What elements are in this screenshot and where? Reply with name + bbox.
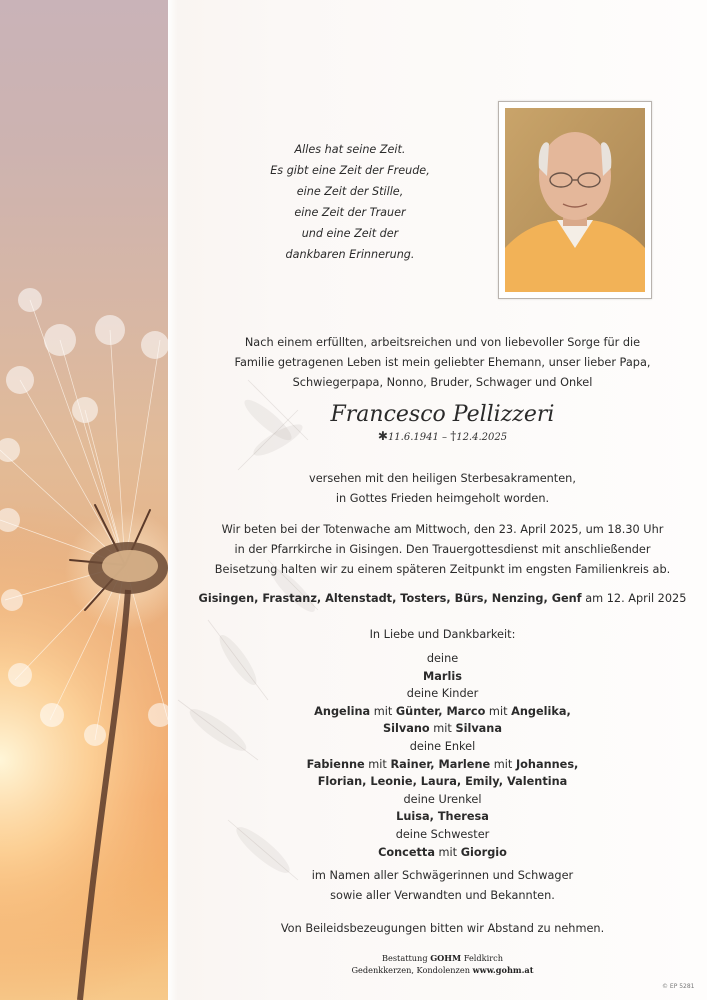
family-label: deine: [426, 652, 459, 665]
places: Gisingen, Frastanz, Altenstadt, Tosters, Bürs, Nenzing, Genf: [198, 592, 582, 605]
funeral-home-name: GOHM: [430, 953, 462, 963]
quote-line: dankbaren Erinnerung.: [285, 248, 415, 261]
family-row: Angelina mit Günter, Marco mit Angelika,: [314, 704, 571, 718]
print-code: © EP 5281: [662, 983, 695, 990]
family-row: Fabienne mit Rainer, Marlene mit Johannes,: [306, 757, 579, 771]
intro-line: Familie getragenen Leben ist mein geliebter Ehemann, unser lieber Papa,: [234, 356, 651, 369]
portrait-frame: [498, 101, 652, 299]
birth-date: 11.6.1941 –: [387, 432, 451, 443]
intro-line: Nach einem erfüllten, arbeitsreichen und von liebevoller Sorge für die: [244, 336, 641, 349]
family-label: deine Enkel: [409, 739, 476, 753]
funeral-home-link[interactable]: www.gohm.at: [472, 965, 534, 975]
family-member: Marlis: [423, 669, 462, 683]
family-member: Luisa, Theresa: [396, 810, 489, 824]
family-list: [178, 650, 707, 861]
on-behalf-text: im Namen aller Schwägerinnen und Schwager sowie aller Verwandten und Bekannten.: [311, 869, 574, 902]
dandelion-photo-panel: [0, 0, 168, 1000]
funeral-home-info: Bestattung GOHM Feldkirch Gedenkkerzen, Kondolenzen www.gohm.at: [351, 953, 534, 975]
wake-line: Wir beten bei der Totenwache am Mittwoch, den 23. April 2025, um 18.30 Uhr: [221, 523, 664, 536]
wake-line: Beisetzung halten wir zu einem späteren Zeitpunkt im engsten Familienkreis ab.: [214, 563, 671, 576]
condolence-note: Von Beileidsbezeugungen bitten wir Abstand zu nehmen.: [280, 922, 605, 935]
intro-text: [178, 333, 707, 393]
quote-line: Alles hat seine Zeit.: [294, 143, 406, 156]
deceased-name: Francesco Pellizzeri: [330, 402, 555, 427]
family-row: Concetta mit Giorgio: [378, 845, 507, 859]
family-label: deine Kinder: [406, 687, 479, 701]
wake-line: in der Pfarrkirche in Gisingen. Den Trauergottesdienst mit anschließender: [234, 543, 651, 556]
sacrament-line: in Gottes Frieden heimgeholt worden.: [335, 492, 550, 505]
opening-quote: [230, 139, 470, 265]
sacrament-line: versehen mit den heiligen Sterbesakramenten,: [309, 472, 576, 485]
portrait-photo: [505, 108, 645, 292]
family-row: Silvano mit Silvana: [383, 722, 502, 736]
quote-line: eine Zeit der Trauer: [294, 206, 406, 219]
quote-line: Es gibt eine Zeit der Freude,: [270, 164, 430, 177]
quote-line: eine Zeit der Stille,: [296, 185, 404, 198]
notice-date: am 12. April 2025: [581, 592, 687, 605]
love-gratitude: In Liebe und Dankbarkeit:: [369, 628, 516, 641]
intro-line: Schwiegerpapa, Nonno, Bruder, Schwager und Onkel: [292, 376, 593, 389]
sacrament-text: [178, 469, 707, 509]
family-label: deine Schwester: [395, 827, 490, 841]
life-dates: [178, 428, 707, 446]
death-cross-icon: †: [450, 429, 457, 443]
places-date-line: [178, 589, 707, 609]
death-date: 12.4.2025: [456, 432, 508, 443]
family-label: deine Urenkel: [403, 792, 482, 806]
quote-line: und eine Zeit der: [301, 227, 399, 240]
wake-service-text: [178, 520, 707, 580]
birth-star-icon: ✱: [377, 429, 388, 443]
dandelion-illustration: [0, 0, 168, 1000]
family-member: Florian, Leonie, Laura, Emily, Valentina: [317, 775, 568, 789]
